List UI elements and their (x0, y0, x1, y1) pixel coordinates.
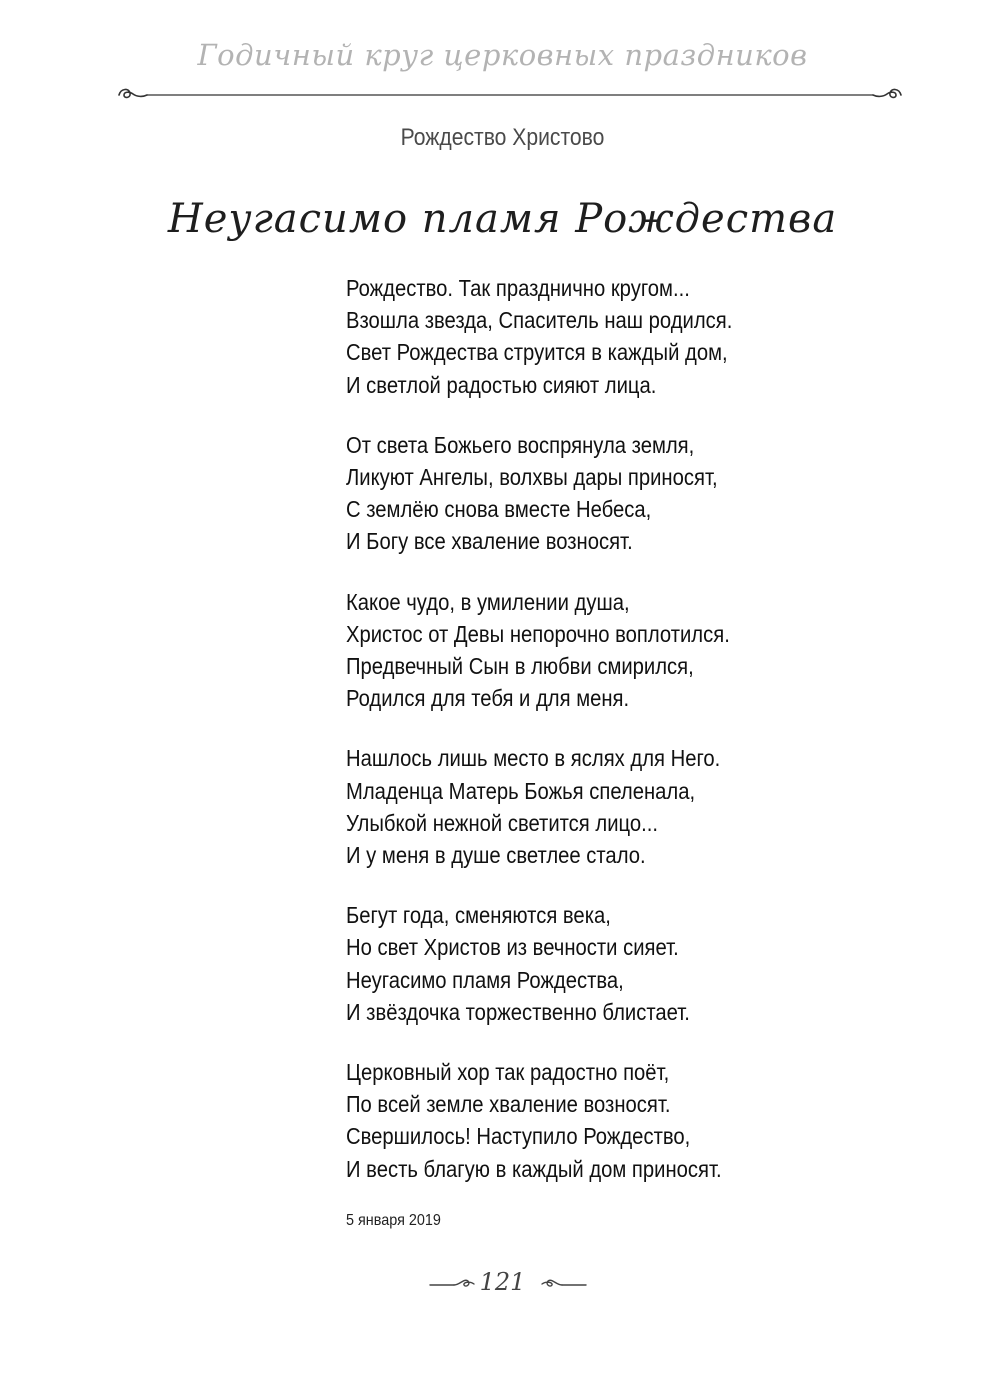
poem-line: С землёю снова вместе Небеса, (346, 496, 652, 523)
poem-line: Предвечный Сын в любви смирился, (346, 653, 694, 680)
poem-line: Рождество. Так празднично кругом... (346, 275, 690, 301)
poem-line: Неугасимо пламя Рождества, (346, 966, 624, 993)
poem-line: Христос от Девы непорочно воплотился. (346, 620, 730, 647)
poem-line: Бегут года, сменяются века, (346, 902, 611, 929)
running-head: Годичный круг церковных праздников (197, 38, 808, 72)
poem-line: И у меня в душе светлее стало. (346, 842, 646, 869)
stanza-4 (346, 742, 839, 871)
stanza-5 (346, 899, 839, 1028)
poem-line: Свершилось! Наступило Рождество, (346, 1123, 691, 1150)
poem-line: Взошла звезда, Спаситель наш родился. (346, 307, 733, 334)
left-flourish (119, 89, 147, 97)
poem-line: Родился для тебя и для меня. (346, 685, 630, 712)
poem-line: И звёздочка торжественно блистает. (346, 998, 690, 1025)
stanza-2 (346, 429, 839, 558)
section-title: Рождество Христово (400, 124, 605, 151)
poem-line: И весть благую в каждый дом приносят. (346, 1155, 722, 1182)
poem-line: Нашлось лишь место в яслях для Него. (346, 745, 721, 772)
right-flourish (873, 89, 901, 97)
stanza-3 (346, 586, 839, 715)
poem-line: Младенца Матерь Божья спеленала, (346, 777, 696, 804)
poem-line: Улыбкой нежной светится лицо... (346, 809, 659, 836)
stanza-1 (346, 272, 839, 401)
poem-line: Церковный хор так радостно поёт, (346, 1059, 670, 1086)
poem-line: Ликуют Ангелы, волхвы дары приносят, (346, 464, 718, 491)
page-number: 121 (479, 1268, 526, 1296)
poem-date: 5 января 2019 (346, 1212, 441, 1229)
header-ornament-rule (115, 84, 905, 106)
poem-line: Какое чудо, в умилении душа, (346, 588, 630, 615)
stanza-6 (346, 1056, 839, 1185)
poem-title: Неугасимо пламя Рождества (167, 196, 838, 242)
poem-line: Но свет Христов из вечности сияет. (346, 934, 679, 961)
poem-body (346, 272, 839, 1213)
poem-line: И Богу все хваление возносят. (346, 528, 633, 555)
poem-line: От света Божьего воспрянула земля, (346, 431, 695, 458)
poem-line: По всей земле хваление возносят. (346, 1091, 671, 1118)
poem-line: И светлой радостью сияют лица. (346, 371, 657, 398)
poem-line: Свет Рождества струится в каждый дом, (346, 339, 728, 366)
